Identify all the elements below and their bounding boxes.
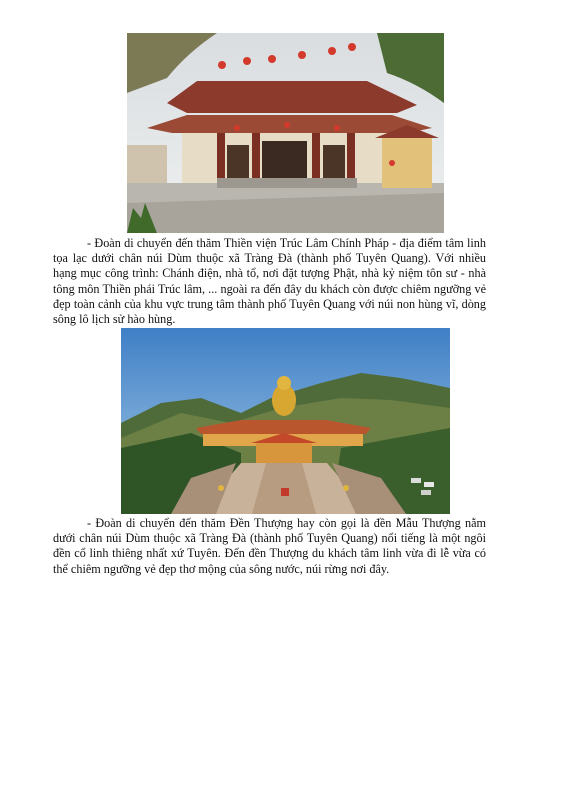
temple-hall-photo (127, 33, 444, 233)
monastery-aerial-image (121, 328, 450, 514)
paragraph-truc-lam-monastery: - Đoàn di chuyển đến thăm Thiền viện Trúc Lâm Chính Pháp - địa điểm tâm linh tọa lạc dưới chân núi Dùm thuộc xã Tràng Đà (thành phố Tuyên Quang). Với nhiều hạng mục công trình: Chánh điện, nhà tổ, nơi đặt tượng Phật, nhà kỷ niệm tôn sư - nhà tông môn Thiền phái Trúc lâm, ... ngoài ra đến đây du khách còn được chiêm ngưỡng vẻ đẹp toàn cảnh của khu vực trung tâm thành phố Tuyên Quang với núi non hùng vĩ, dòng sông lô lịch sử hào hùng. (53, 236, 486, 327)
paragraph-den-thuong-temple: - Đoàn di chuyển đến thăm Đền Thượng hay còn gọi là đền Mẫu Thượng nằm dưới chân núi Dùm thuộc xã Tràng Đà (thành phố Tuyên Quang) nổi tiếng là một ngôi đền cổ linh thiêng nhất xứ Tuyên. Đến đền Thượng du khách tâm linh vừa đi lễ vừa có thể chiêm ngưỡng vẻ đẹp thơ mộng của sông nước, núi rừng nơi đây. (53, 516, 486, 576)
temple-hall-image (127, 33, 444, 233)
monastery-aerial-photo (121, 328, 450, 514)
